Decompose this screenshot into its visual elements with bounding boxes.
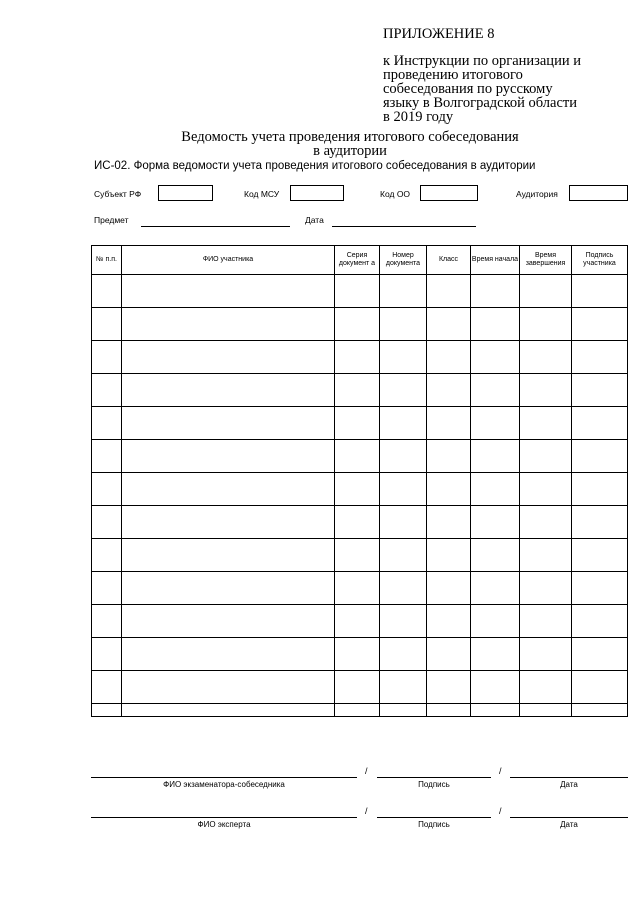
header-signature: Подпись участника [572, 246, 628, 275]
cell-doc-number[interactable] [380, 539, 427, 572]
cell-doc-series[interactable] [335, 605, 380, 638]
predmet-field[interactable] [141, 226, 290, 227]
cell-number[interactable] [92, 275, 122, 308]
expert-signature-line[interactable] [377, 817, 491, 818]
cell-doc-number[interactable] [380, 572, 427, 605]
cell-doc-series[interactable] [335, 671, 380, 704]
participants-table [91, 245, 628, 717]
appendix-line: в 2019 году [383, 109, 454, 125]
date-field[interactable] [332, 226, 476, 227]
cell-doc-number[interactable] [380, 671, 427, 704]
cell-number[interactable] [92, 407, 122, 440]
table-row [92, 539, 628, 572]
cell-end-time[interactable] [520, 539, 572, 572]
cell-signature[interactable] [572, 308, 628, 341]
separator-slash: / [365, 806, 368, 816]
cell-class[interactable] [427, 671, 471, 704]
cell-doc-number[interactable] [380, 374, 427, 407]
cell-start-time[interactable] [471, 473, 520, 506]
cell-doc-series[interactable] [335, 539, 380, 572]
cell-doc-series[interactable] [335, 341, 380, 374]
document-title-line-1: Ведомость учета проведения итогового собеседования [181, 129, 519, 145]
cell-class[interactable] [427, 539, 471, 572]
table-row [92, 671, 628, 704]
table-row [92, 704, 628, 717]
kod-oo-field[interactable] [420, 185, 478, 201]
cell-end-time[interactable] [520, 704, 572, 717]
header-doc-series: Серия документ а [335, 246, 380, 275]
cell-class[interactable] [427, 440, 471, 473]
separator-slash: / [365, 766, 368, 776]
cell-number[interactable] [92, 440, 122, 473]
auditorium-label: Аудитория [516, 189, 558, 199]
cell-doc-series[interactable] [335, 275, 380, 308]
cell-doc-number[interactable] [380, 605, 427, 638]
cell-start-time[interactable] [471, 638, 520, 671]
cell-start-time[interactable] [471, 275, 520, 308]
cell-signature[interactable] [572, 341, 628, 374]
cell-signature[interactable] [572, 440, 628, 473]
appendix-title: ПРИЛОЖЕНИЕ 8 [383, 26, 495, 42]
cell-number[interactable] [92, 341, 122, 374]
cell-doc-number[interactable] [380, 275, 427, 308]
header-number: № п.п. [92, 246, 122, 275]
cell-number[interactable] [92, 671, 122, 704]
cell-end-time[interactable] [520, 341, 572, 374]
cell-class[interactable] [427, 374, 471, 407]
examiner-signature-line[interactable] [377, 777, 491, 778]
table-row [92, 473, 628, 506]
cell-doc-number[interactable] [380, 473, 427, 506]
cell-number[interactable] [92, 539, 122, 572]
table-body [92, 275, 628, 717]
table-header-row [92, 246, 628, 275]
cell-class[interactable] [427, 572, 471, 605]
auditorium-field[interactable] [569, 185, 628, 201]
cell-fio[interactable] [122, 572, 335, 605]
table-row [92, 308, 628, 341]
form-subtitle: ИС-02. Форма ведомости учета проведения итогового собеседования в аудитории [94, 160, 536, 172]
header-doc-number: Номер документа [380, 246, 427, 275]
cell-fio[interactable] [122, 473, 335, 506]
expert-signature-caption: Подпись [418, 820, 450, 829]
cell-doc-number[interactable] [380, 341, 427, 374]
document-title-line-2: в аудитории [313, 143, 387, 159]
cell-doc-number[interactable] [380, 506, 427, 539]
examiner-signature-caption: Подпись [418, 780, 450, 789]
cell-signature[interactable] [572, 572, 628, 605]
cell-end-time[interactable] [520, 638, 572, 671]
table-row [92, 638, 628, 671]
cell-fio[interactable] [122, 539, 335, 572]
expert-date-line[interactable] [510, 817, 628, 818]
examiner-fio-line[interactable] [91, 777, 357, 778]
cell-class[interactable] [427, 308, 471, 341]
subject-rf-label: Субъект РФ [94, 189, 142, 199]
cell-doc-series[interactable] [335, 572, 380, 605]
cell-start-time[interactable] [471, 605, 520, 638]
examiner-date-line[interactable] [510, 777, 628, 778]
cell-doc-series[interactable] [335, 308, 380, 341]
cell-start-time[interactable] [471, 374, 520, 407]
cell-signature[interactable] [572, 473, 628, 506]
table-row [92, 275, 628, 308]
cell-start-time[interactable] [471, 407, 520, 440]
examiner-fio-caption: ФИО экзаменатора-собеседника [163, 780, 285, 789]
cell-doc-series[interactable] [335, 473, 380, 506]
cell-class[interactable] [427, 638, 471, 671]
cell-doc-series[interactable] [335, 704, 380, 717]
cell-class[interactable] [427, 473, 471, 506]
cell-fio[interactable] [122, 704, 335, 717]
cell-doc-number[interactable] [380, 704, 427, 717]
separator-slash: / [499, 766, 502, 776]
cell-class[interactable] [427, 275, 471, 308]
cell-number[interactable] [92, 638, 122, 671]
appendix-block [383, 27, 613, 124]
header-class: Класс [427, 246, 471, 275]
cell-class[interactable] [427, 605, 471, 638]
cell-doc-number[interactable] [380, 440, 427, 473]
cell-number[interactable] [92, 506, 122, 539]
cell-signature[interactable] [572, 374, 628, 407]
cell-fio[interactable] [122, 341, 335, 374]
header-end-time: Время завершения [520, 246, 572, 275]
table-row [92, 374, 628, 407]
cell-end-time[interactable] [520, 440, 572, 473]
kod-msu-label: Код МСУ [244, 189, 280, 199]
cell-fio[interactable] [122, 275, 335, 308]
cell-end-time[interactable] [520, 605, 572, 638]
cell-signature[interactable] [572, 506, 628, 539]
appendix-line: к Инструкции по организации и [383, 53, 581, 69]
cell-class[interactable] [427, 506, 471, 539]
cell-class[interactable] [427, 704, 471, 717]
cell-fio[interactable] [122, 407, 335, 440]
table-row [92, 341, 628, 374]
cell-start-time[interactable] [471, 671, 520, 704]
cell-doc-number[interactable] [380, 407, 427, 440]
cell-fio[interactable] [122, 440, 335, 473]
cell-fio[interactable] [122, 506, 335, 539]
cell-number[interactable] [92, 473, 122, 506]
cell-fio[interactable] [122, 374, 335, 407]
cell-end-time[interactable] [520, 572, 572, 605]
cell-signature[interactable] [572, 671, 628, 704]
table-row [92, 605, 628, 638]
cell-signature[interactable] [572, 275, 628, 308]
separator-slash: / [499, 806, 502, 816]
cell-doc-series[interactable] [335, 638, 380, 671]
cell-signature[interactable] [572, 704, 628, 717]
cell-start-time[interactable] [471, 506, 520, 539]
cell-doc-series[interactable] [335, 407, 380, 440]
cell-signature[interactable] [572, 638, 628, 671]
expert-fio-caption: ФИО эксперта [197, 820, 251, 829]
cell-fio[interactable] [122, 638, 335, 671]
cell-start-time[interactable] [471, 341, 520, 374]
cell-doc-number[interactable] [380, 638, 427, 671]
cell-number[interactable] [92, 605, 122, 638]
header-fio: ФИО участника [122, 246, 335, 275]
cell-doc-series[interactable] [335, 374, 380, 407]
cell-start-time[interactable] [471, 704, 520, 717]
cell-end-time[interactable] [520, 407, 572, 440]
cell-end-time[interactable] [520, 374, 572, 407]
kod-oo-label: Код ОО [380, 189, 411, 199]
appendix-line: собеседования по русскому [383, 81, 553, 97]
cell-end-time[interactable] [520, 671, 572, 704]
expert-date-caption: Дата [560, 820, 578, 829]
appendix-line: языку в Волгоградской области [383, 95, 577, 111]
cell-start-time[interactable] [471, 308, 520, 341]
cell-signature[interactable] [572, 407, 628, 440]
cell-signature[interactable] [572, 539, 628, 572]
table-row [92, 506, 628, 539]
expert-fio-line[interactable] [91, 817, 357, 818]
cell-end-time[interactable] [520, 473, 572, 506]
cell-fio[interactable] [122, 308, 335, 341]
document-title [0, 130, 640, 158]
cell-number[interactable] [92, 374, 122, 407]
table-row [92, 572, 628, 605]
kod-msu-field[interactable] [290, 185, 344, 201]
cell-doc-series[interactable] [335, 506, 380, 539]
appendix-line: проведению итогового [383, 67, 523, 83]
cell-end-time[interactable] [520, 308, 572, 341]
header-start-time: Время начала [471, 246, 520, 275]
predmet-label: Предмет [94, 215, 129, 225]
table-row [92, 407, 628, 440]
cell-end-time[interactable] [520, 275, 572, 308]
cell-number[interactable] [92, 704, 122, 717]
cell-number[interactable] [92, 572, 122, 605]
subject-rf-field[interactable] [158, 185, 213, 201]
cell-doc-number[interactable] [380, 308, 427, 341]
cell-signature[interactable] [572, 605, 628, 638]
date-label: Дата [305, 215, 324, 225]
cell-start-time[interactable] [471, 539, 520, 572]
cell-number[interactable] [92, 308, 122, 341]
cell-class[interactable] [427, 407, 471, 440]
cell-start-time[interactable] [471, 572, 520, 605]
cell-fio[interactable] [122, 671, 335, 704]
examiner-date-caption: Дата [560, 780, 578, 789]
cell-end-time[interactable] [520, 506, 572, 539]
cell-class[interactable] [427, 341, 471, 374]
cell-doc-series[interactable] [335, 440, 380, 473]
table-row [92, 440, 628, 473]
cell-start-time[interactable] [471, 440, 520, 473]
cell-fio[interactable] [122, 605, 335, 638]
